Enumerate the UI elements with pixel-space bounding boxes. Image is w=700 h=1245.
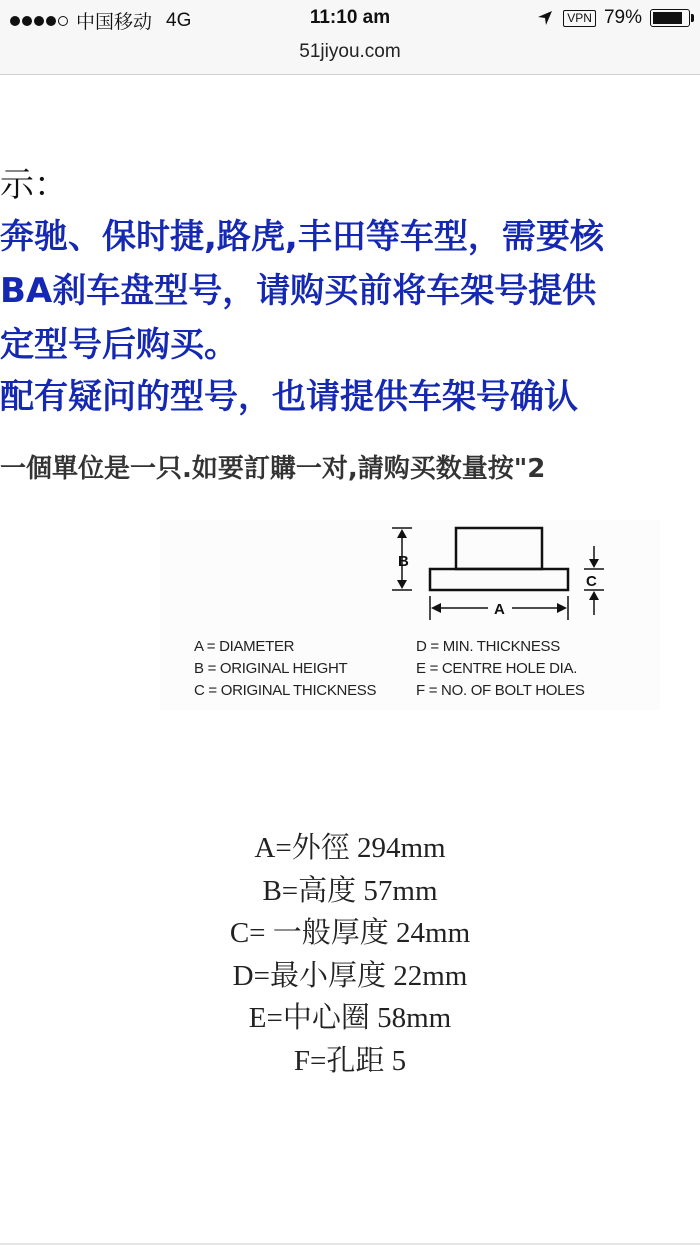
legend-item: A = DIAMETER [194, 638, 295, 655]
network-type: 4G [166, 9, 192, 31]
spec-item: C= 一般厚度 24mm [229, 917, 471, 949]
article-line-2: BA刹车盘型号，请购买前将车架号提供 [0, 271, 597, 311]
legend-item: C = ORIGINAL THICKNESS [194, 682, 377, 699]
battery-icon [650, 9, 690, 27]
carrier-name: 中国移动 [76, 12, 153, 33]
spec-item: B=高度 57mm [262, 874, 438, 907]
legend-right [416, 636, 585, 702]
legend-left [194, 636, 376, 702]
article-note: 一個單位是一只.如要訂購一对,請购买数量按"2 [0, 454, 546, 484]
status-right [537, 7, 690, 29]
legend-item: F = NO. OF BOLT HOLES [416, 682, 585, 699]
status-time: 11:10 am [309, 7, 391, 28]
legend-item: E = CENTRE HOLE DIA. [416, 660, 578, 677]
url-domain[interactable]: 51jiyou.com [299, 41, 401, 62]
dimension-label-b: B [398, 553, 409, 570]
battery-percent: 79% [603, 7, 642, 28]
article-line-1: 奔驰、保时捷,路虎,丰田等车型，需要核 [0, 217, 604, 257]
page-content [0, 75, 700, 1245]
url-bar[interactable] [0, 40, 700, 75]
legend-item: B = ORIGINAL HEIGHT [194, 660, 348, 677]
spec-item: D=最小厚度 22mm [232, 959, 468, 992]
article-heading: 示： [0, 165, 68, 205]
article-line-3: 定型号后购买。 [0, 325, 238, 365]
vpn-badge: VPN [563, 10, 596, 27]
location-arrow-icon [537, 10, 553, 26]
spec-item: E=中心圈 58mm [248, 1002, 452, 1034]
legend-item: D = MIN. THICKNESS [416, 638, 560, 655]
spec-list [0, 827, 700, 1082]
status-bar [0, 0, 700, 40]
dimension-label-c: C [586, 573, 597, 590]
spec-item: A=外徑 294mm [254, 832, 446, 864]
article-line-4: 配有疑问的型号，也请提供车架号确认 [0, 377, 578, 417]
spec-item: F=孔距 5 [293, 1044, 407, 1077]
dimension-label-a: A [494, 601, 505, 618]
brake-disc-diagram [160, 520, 660, 710]
